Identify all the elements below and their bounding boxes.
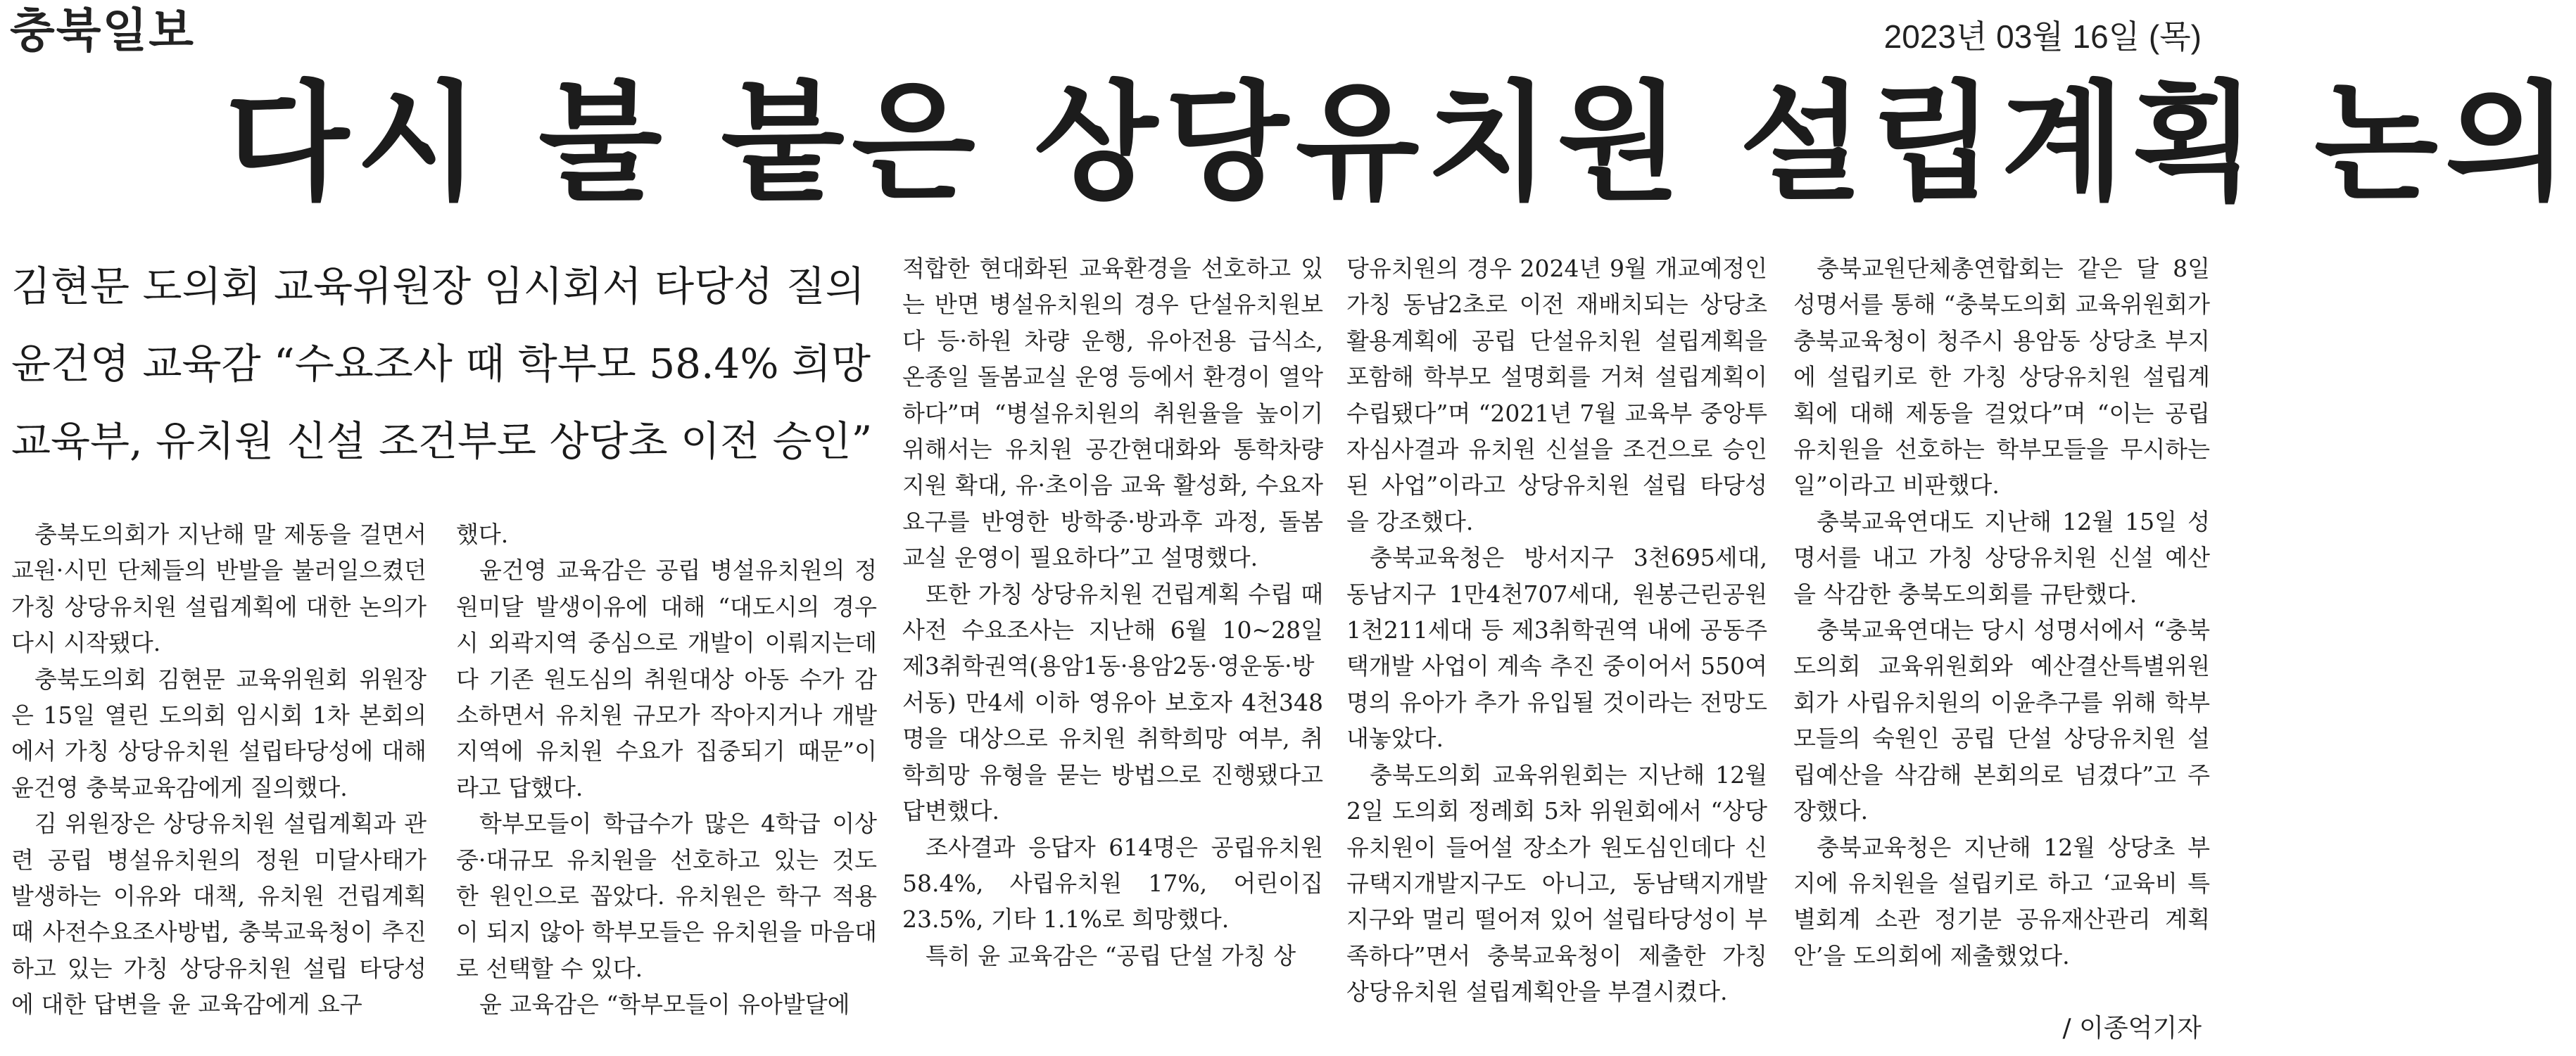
byline: / 이종억기자 xyxy=(2062,1014,2202,1043)
paragraph: 충북교육청은 방서지구 3천695세대, 동남지구 1만4천707세대, 원봉근린공원 1천211세대 등 제3취학권역 내에 공동주택개발 사업이 계속 추진 중이어서 550여명의 유아가 추가 유입될 것이라는 전망도 내놓았다. xyxy=(1346,544,1767,753)
paragraph: 또한 가칭 상당유치원 건립계획 수립 때 사전 수요조사는 지난해 6월 10~28일 제3취학권역(용암1동·용암2동·영운동·방서동) 만4세 이하 영유아 보호자 4천348명을 대상으로 유치원 취학희망 여부, 취학희망 유형을 묻는 방법으로 진행됐다고 답변했다. xyxy=(902,580,1323,825)
paragraph: 충북교육연대도 지난해 12월 15일 성명서를 내고 가칭 상당유치원 신설 예산을 삭감한 충북도의회를 규탄했다. xyxy=(1793,507,2210,608)
article-column-5 xyxy=(1793,250,2210,974)
paragraph: 김 위원장은 상당유치원 설립계획과 관련 공립 병설유치원의 정원 미달사태가 발생하는 이유와 대책, 유치원 건립계획 때 사전수요조사방법, 충북교육청이 추진하고 있는 가칭 상당유치원 설립 타당성에 대한 답변을 윤 교육감에게 요구 xyxy=(11,810,427,1019)
newspaper-name: 충북일보 xyxy=(10,4,196,58)
paragraph: 했다. xyxy=(456,521,509,548)
paragraph: 충북도의회가 지난해 말 제동을 걸면서 교원·시민 단체들의 반발을 불러일으켰던 가칭 상당유치원 설립계획에 대한 논의가 다시 시작됐다. xyxy=(11,521,427,657)
paragraph: 충북교원단체총연합회는 같은 달 8일 성명서를 통해 “충북도의회 교육위원회가 충북교육청이 청주시 용암동 상당초 부지에 설립키로 한 가칭 상당유치원 설립계획에 대해 제동을 걸었다”며 “이는 공립유치원을 선호하는 학부모들을 무시하는 일”이라고 비판했다. xyxy=(1793,255,2210,500)
paragraph: 충북도의회 교육위원회는 지난해 12월 2일 도의회 정례회 5차 위원회에서 “상당유치원이 들어설 장소가 원도심인데다 신규택지개발지구도 아니고, 동남택지개발지구와 멀리 떨어져 있어 설립타당성이 부족하다”면서 충북교육청이 제출한 가칭 상당유치원 설립계획안을 부결시켰다. xyxy=(1346,761,1767,1006)
paragraph: 충북도의회 김현문 교육위원회 위원장은 15일 열린 도의회 임시회 1차 본회의에서 가칭 상당유치원 설립타당성에 대해 윤건영 충북교육감에게 질의했다. xyxy=(11,665,427,801)
subheads xyxy=(11,248,898,480)
paragraph: 충북교육청은 지난해 12월 상당초 부지에 유치원을 설립키로 하고 ‘교육비 특별회계 소관 정기분 공유재산관리 계획안’을 도의회에 제출했었다. xyxy=(1793,833,2210,969)
paragraph: 학부모들이 학급수가 많은 4학급 이상 중·대규모 유치원을 선호하고 있는 것도 한 원인으로 꼽았다. 유치원은 학구 적용이 되지 않아 학부모들은 유치원을 마음대로 선택할 수 있다. xyxy=(456,810,877,982)
subhead-2: 윤건영 교육감 “수요조사 때 학부모 58.4% 희망 xyxy=(11,340,871,388)
headline: 다시 불 붙은 상당유치원 설립계획 논의 xyxy=(225,68,2576,217)
publication-date: 2023년 03월 16일 (목) xyxy=(1883,18,2202,55)
paragraph: 당유치원의 경우 2024년 9월 개교예정인 가칭 동남2초로 이전 재배치되는 상당초 활용계획에 공립 단설유치원 설립계획을 포함해 학부모 설명회를 거쳐 설립계획이 수립됐다”며 “2021년 7월 교육부 중앙투자심사결과 유치원 신설을 조건으로 승인된 사업”이라고 상당유치원 설립 타당성을 강조했다. xyxy=(1346,255,1767,535)
article-column-4 xyxy=(1346,250,1767,1010)
paragraph: 윤건영 교육감은 공립 병설유치원의 정원미달 발생이유에 대해 “대도시의 경우 시 외곽지역 중심으로 개발이 이뤄지는데다 기존 원도심의 취원대상 아동 수가 감소하면서 유치원 규모가 작아지거나 개발지역에 유치원 수요가 집중되기 때문”이라고 답했다. xyxy=(456,556,877,801)
subhead-1: 김현문 도의회 교육위원장 임시회서 타당성 질의 xyxy=(11,262,865,310)
paragraph: 윤 교육감은 “학부모들이 유아발달에 xyxy=(479,991,850,1019)
subhead-3: 교육부, 유치원 신설 조건부로 상당초 이전 승인” xyxy=(11,417,873,465)
paragraph: 특히 윤 교육감은 “공립 단설 가칭 상 xyxy=(926,941,1296,969)
paragraph: 조사결과 응답자 614명은 공립유치원 58.4%, 사립유치원 17%, 어린이집 23.5%, 기타 1.1%로 희망했다. xyxy=(902,833,1323,934)
article-column-3 xyxy=(902,250,1323,974)
article-column-1 xyxy=(11,516,427,1023)
paragraph: 충북교육연대는 당시 성명서에서 “충북도의회 교육위원회와 예산결산특별위원회가 사립유치원의 이윤추구를 위해 학부모들의 숙원인 공립 단설 상당유치원 설립예산을 삭감해 본회의로 넘겼다”고 주장했다. xyxy=(1793,616,2210,825)
article-column-2 xyxy=(456,516,877,1023)
paragraph: 적합한 현대화된 교육환경을 선호하고 있는 반면 병설유치원의 경우 단설유치원보다 등·하원 차량 운행, 유아전용 급식소, 온종일 돌봄교실 운영 등에서 환경이 열악하다”며 “병설유치원의 취원율을 높이기 위해서는 유치원 공간현대화와 통학차량지원 확대, 유·초이음 교육 활성화, 수요자 요구를 반영한 방학중·방과후 과정, 돌봄교실 운영이 필요하다”고 설명했다. xyxy=(902,255,1323,572)
